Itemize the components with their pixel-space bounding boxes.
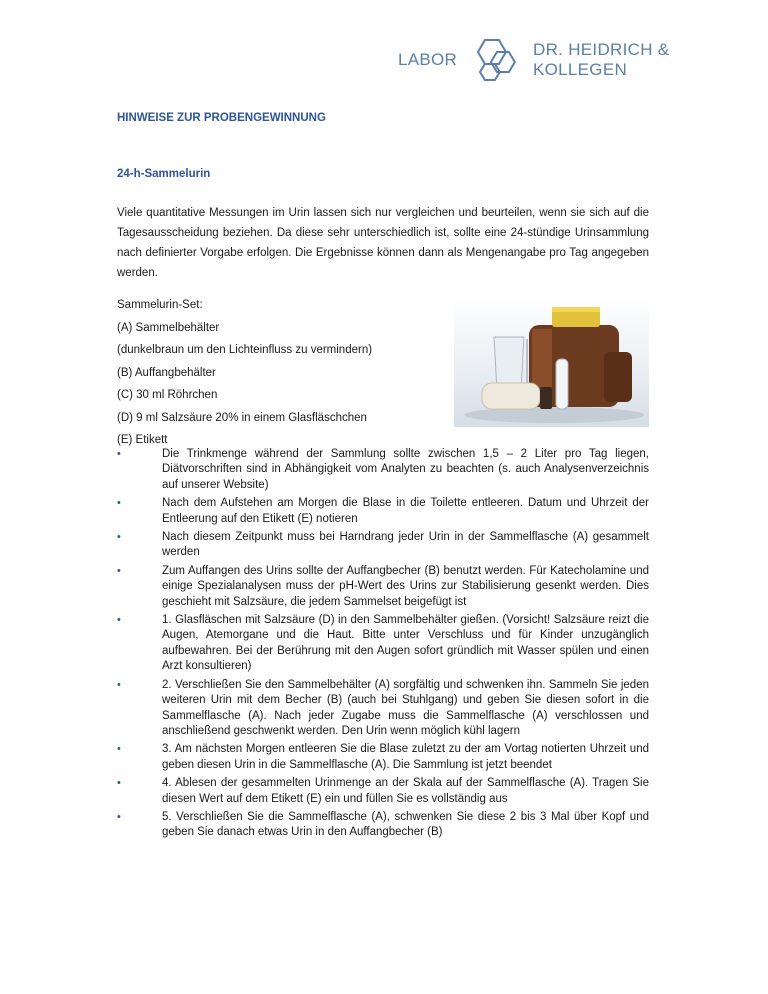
- set-title: Sammelurin-Set:: [117, 299, 203, 311]
- set-item: (A) Sammelbehälter: [117, 321, 220, 334]
- list-item: • Nach dem Aufstehen am Morgen die Blase in die Toilette entleeren. Datum und Uhrzeit der Entleerung auf den Etikett (E) notieren: [117, 497, 649, 525]
- intro-paragraph: Viele quantitative Messungen im Urin lassen sich nur vergleichen und beurteilen, wenn sie sich auf die Tagesausscheidung beziehen. Da diese sehr unterschiedlich ist, sollte eine 24-stündige Urinsammlung nach definierter Vorgabe erfolgen. Die Ergebnisse können dann als Mengenangabe pro Tag angegeben werden.: [117, 207, 649, 279]
- list-item: • 1. Glasfläschen mit Salzsäure (D) in den Sammelbehälter gießen. (Vorsicht! Salzsäure reizt die Augen, Atemorgane und die Haut. Bitte unter Verschluss und für Kinder unzugänglich aufbewahren. Bei der Berührung mit den Augen sofort gründlich mit Wasser spülen und einen Arzt konsultieren): [117, 614, 649, 673]
- bullet-icon: •: [117, 810, 121, 823]
- list-item: • Zum Auffangen des Urins sollte der Auffangbecher (B) benutzt werden. Für Katecholamine und einige Spezialanalysen muss der pH-Wert des Urins zur Stabilisierung gesenkt werden. Dies geschieht mit Salzsäure, die jedem Sammelset beigefügt ist: [117, 564, 649, 608]
- collection-set-photo: [454, 297, 649, 427]
- set-item: (C) 30 ml Röhrchen: [117, 389, 218, 401]
- set-item: (E) Etikett: [117, 434, 168, 446]
- list-item: • Die Trinkmenge während der Sammlung sollte zwischen 1,5 – 2 Liter pro Tag liegen, Diätvorschriften sind in Abhängigkeit vom Analyten zu beachten (s. auch Analysenverzeichnis auf unserer Website): [117, 448, 649, 491]
- logo-text-left: LABOR: [398, 50, 458, 69]
- page-title: HINWEISE ZUR PROBENGEWINNUNG: [117, 112, 326, 124]
- list-item: • 3. Am nächsten Morgen entleeren Sie die Blase zuletzt zu der am Vortag notierten Uhrzeit und geben diesen Urin in die Sammelflasche (A). Die Sammlung ist jetzt beendet: [117, 743, 649, 771]
- bullet-icon: •: [117, 497, 121, 510]
- bullet-icon: •: [117, 614, 121, 627]
- company-logo: [398, 38, 768, 82]
- instruction-list: [117, 447, 649, 841]
- list-item: • 4. Ablesen der gesammelten Urinmenge an der Skala auf der Sammelflasche (A). Tragen Sie diesen Wert auf dem Etikett (E) ein und füllen Sie es vollständig aus: [117, 777, 649, 805]
- list-item: • 5. Verschließen Sie die Sammelflasche (A), schwenken Sie diese 2 bis 3 Mal über Kopf und geben Sie danach etwas Urin in den Auffangbecher (B): [117, 810, 649, 839]
- logo-text-right: DR. HEIDRICH & KOLLEGEN: [533, 40, 670, 79]
- bullet-icon: •: [117, 531, 121, 544]
- bullet-icon: •: [117, 564, 121, 577]
- list-item: • Nach diesem Zeitpunkt muss bei Harndrang jeder Urin in der Sammelflasche (A) gesammelt werden: [117, 531, 649, 559]
- hexagon-logo-icon: [465, 38, 527, 82]
- set-item: (D) 9 ml Salzsäure 20% in einem Glasfläschchen: [117, 411, 367, 424]
- set-list: [117, 294, 372, 452]
- set-item: (dunkelbraun um den Lichteinfluss zu vermindern): [117, 344, 373, 356]
- bullet-icon: •: [117, 678, 121, 691]
- section-heading: 24-h-Sammelurin: [117, 168, 211, 180]
- bullet-icon: •: [117, 448, 121, 460]
- list-item: • 2. Verschließen Sie den Sammelbehälter (A) sorgfältig und schwenken ihn. Sammeln Sie jeden weiteren Urin mit dem Becher (B) (auch bei Stuhlgang) und geben Sie diesen sofort in die Sammelflasche (A). Nach jeder Zugabe muss die Sammelflasche (A) verschlossen und anschließend geschwenkt werden. Den Urin wenn möglich kühl lagern: [117, 678, 649, 737]
- bullet-icon: •: [117, 777, 121, 790]
- bullet-icon: •: [117, 743, 121, 756]
- set-item: (B) Auffangbehälter: [117, 366, 216, 379]
